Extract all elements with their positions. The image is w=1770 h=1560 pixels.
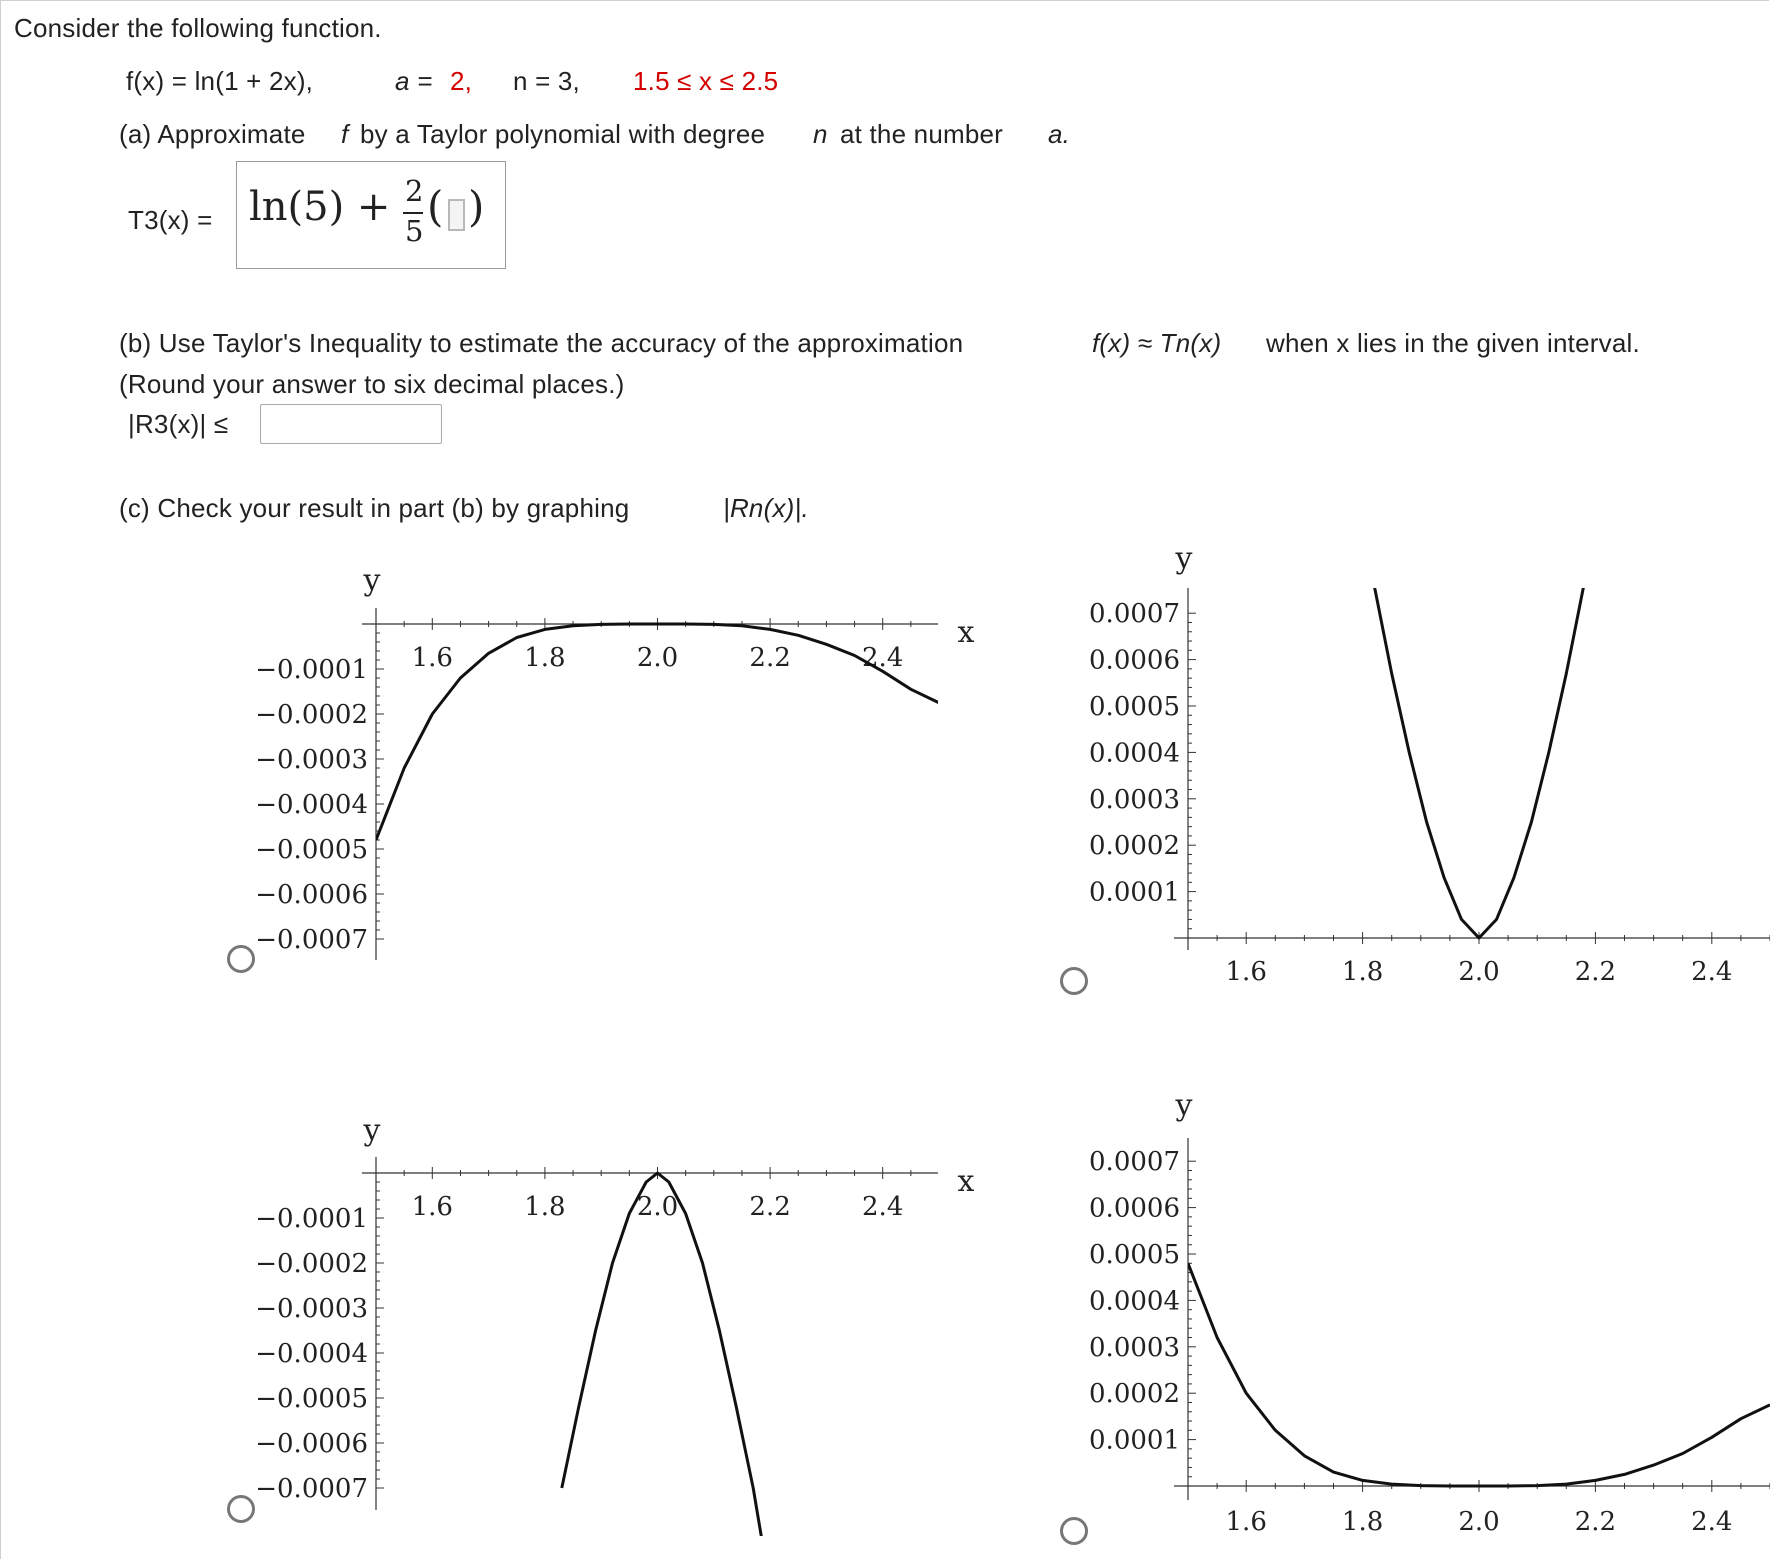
answer-frac-den: 5: [405, 214, 424, 248]
graph-1-y-tick-label: −0.0002: [255, 700, 368, 730]
remainder-label: |R3(x)| ≤: [128, 409, 229, 439]
graph-2-x-tick-label: 1.8: [1341, 957, 1384, 987]
part-a-mid: by a Taylor polynomial with degree: [360, 119, 766, 149]
graph-1-x-tick-label: 2.0: [636, 643, 679, 673]
graph-2-y-tick-label: 0.0006: [1089, 645, 1180, 676]
graph-2-y-tick-label: 0.0005: [1089, 692, 1180, 722]
part-a-end: at the number: [840, 119, 1004, 149]
graph-4-x-tick-label: 1.8: [1341, 1507, 1384, 1537]
graph-4-x-tick-label: 1.6: [1225, 1507, 1267, 1537]
graph-2-y-tick-label: 0.0003: [1089, 784, 1180, 815]
part-a-f: f: [341, 119, 349, 149]
graph-4-x-tick-label: 2.2: [1574, 1507, 1617, 1537]
part-b-prompt: (b) Use Taylor's Inequality to estimate the accuracy of the approximation: [119, 328, 964, 358]
graph-option-4-radio[interactable]: [1060, 1517, 1088, 1545]
graph-2-x-tick-label: 2.0: [1458, 957, 1500, 987]
interval: 1.5 ≤ x ≤ 2.5: [633, 66, 779, 96]
graph-1-x-tick-label: 1.6: [411, 643, 453, 673]
part-a-n: n: [813, 119, 828, 149]
graph-3-y-tick-label: −0.0006: [255, 1429, 368, 1459]
graph-3-y-tick-label: −0.0002: [255, 1249, 368, 1279]
graph-1-y-tick-label: −0.0005: [255, 835, 368, 865]
part-b-end: when x lies in the given interval.: [1266, 328, 1640, 358]
graph-4-y-tick-label: 0.0003: [1089, 1332, 1180, 1363]
graph-1-y-axis-label: y: [363, 563, 381, 598]
graph-1-y-tick-label: −0.0001: [255, 655, 368, 685]
graph-4-y-tick-label: 0.0004: [1089, 1286, 1180, 1317]
graph-3-y-tick-label: −0.0003: [255, 1294, 368, 1324]
graph-4-y-tick-label: 0.0005: [1089, 1240, 1180, 1270]
graph-2-y-axis-label: y: [1175, 541, 1193, 576]
graph-3-x-tick-label: 1.8: [524, 1192, 566, 1222]
graph-1-x-tick-label: 2.2: [749, 643, 791, 673]
n-label: n = 3,: [513, 66, 580, 96]
graph-3-y-tick-label: −0.0007: [255, 1474, 368, 1504]
graph-1-x-axis-label: x: [957, 615, 975, 650]
graph-3-x-tick-label: 1.6: [411, 1192, 453, 1222]
part-b-round-note: (Round your answer to six decimal places.): [119, 369, 625, 399]
graph-2-y-tick-label: 0.0001: [1089, 877, 1180, 908]
graph-4-y-axis-label: y: [1175, 1088, 1193, 1123]
part-b-approx: f(x) ≈ Tn(x): [1092, 328, 1222, 358]
graph-3-x-axis-label: x: [957, 1164, 975, 1199]
graph-1-y-tick-label: −0.0004: [255, 790, 368, 820]
graph-4-x-tick-label: 2.4: [1691, 1507, 1733, 1537]
part-a-a: a.: [1048, 119, 1071, 149]
part-c-expr: |Rn(x)|.: [723, 493, 809, 523]
graph-2-x-tick-label: 1.6: [1225, 957, 1267, 987]
graph-2-y-tick-label: 0.0004: [1089, 738, 1180, 769]
graph-2-x-tick-label: 2.4: [1691, 957, 1733, 987]
answer-ln5: ln(5) +: [249, 184, 391, 230]
a-value: 2,: [450, 66, 473, 96]
part-a-prefix: (a) Approximate: [119, 119, 306, 149]
graph-1-y-tick-label: −0.0006: [255, 880, 368, 910]
graph-1-y-tick-label: −0.0007: [255, 925, 368, 955]
a-label: a =: [395, 66, 433, 96]
graph-1-y-tick-label: −0.0003: [255, 745, 368, 775]
graph-2-y-tick-label: 0.0002: [1089, 831, 1180, 862]
graph-2-y-tick-label: 0.0007: [1089, 599, 1180, 630]
graph-4-y-tick-label: 0.0007: [1089, 1147, 1180, 1178]
graph-3-x-tick-label: 2.0: [636, 1192, 679, 1222]
answer-paren-close: ): [468, 182, 485, 231]
answer-frac-num: 2: [405, 174, 424, 208]
graph-4-x-tick-label: 2.0: [1458, 1507, 1500, 1537]
graph-4-y-tick-label: 0.0006: [1089, 1193, 1180, 1224]
graph-4-y-tick-label: 0.0002: [1089, 1379, 1180, 1410]
graph-1-x-tick-label: 2.4: [862, 643, 904, 673]
graph-3-y-axis-label: y: [363, 1113, 381, 1148]
graph-3-y-tick-label: −0.0005: [255, 1384, 368, 1414]
graph-4-series-line: [1188, 1263, 1770, 1486]
graph-4-y-tick-label: 0.0001: [1089, 1425, 1180, 1456]
graph-3-y-tick-label: −0.0001: [255, 1204, 368, 1234]
graph-3-y-tick-label: −0.0004: [255, 1339, 368, 1369]
answer-paren-open: (: [427, 182, 444, 231]
graph-3-x-tick-label: 2.2: [749, 1192, 791, 1222]
part-c-prompt: (c) Check your result in part (b) by graphing: [119, 493, 630, 523]
function-def: f(x) = ln(1 + 2x),: [126, 66, 314, 96]
graph-2-x-tick-label: 2.2: [1574, 957, 1617, 987]
graph-3-x-tick-label: 2.4: [862, 1192, 904, 1222]
graph-1-x-tick-label: 1.8: [524, 643, 566, 673]
taylor-label: T3(x) =: [128, 205, 213, 235]
intro-text: Consider the following function.: [14, 13, 382, 43]
